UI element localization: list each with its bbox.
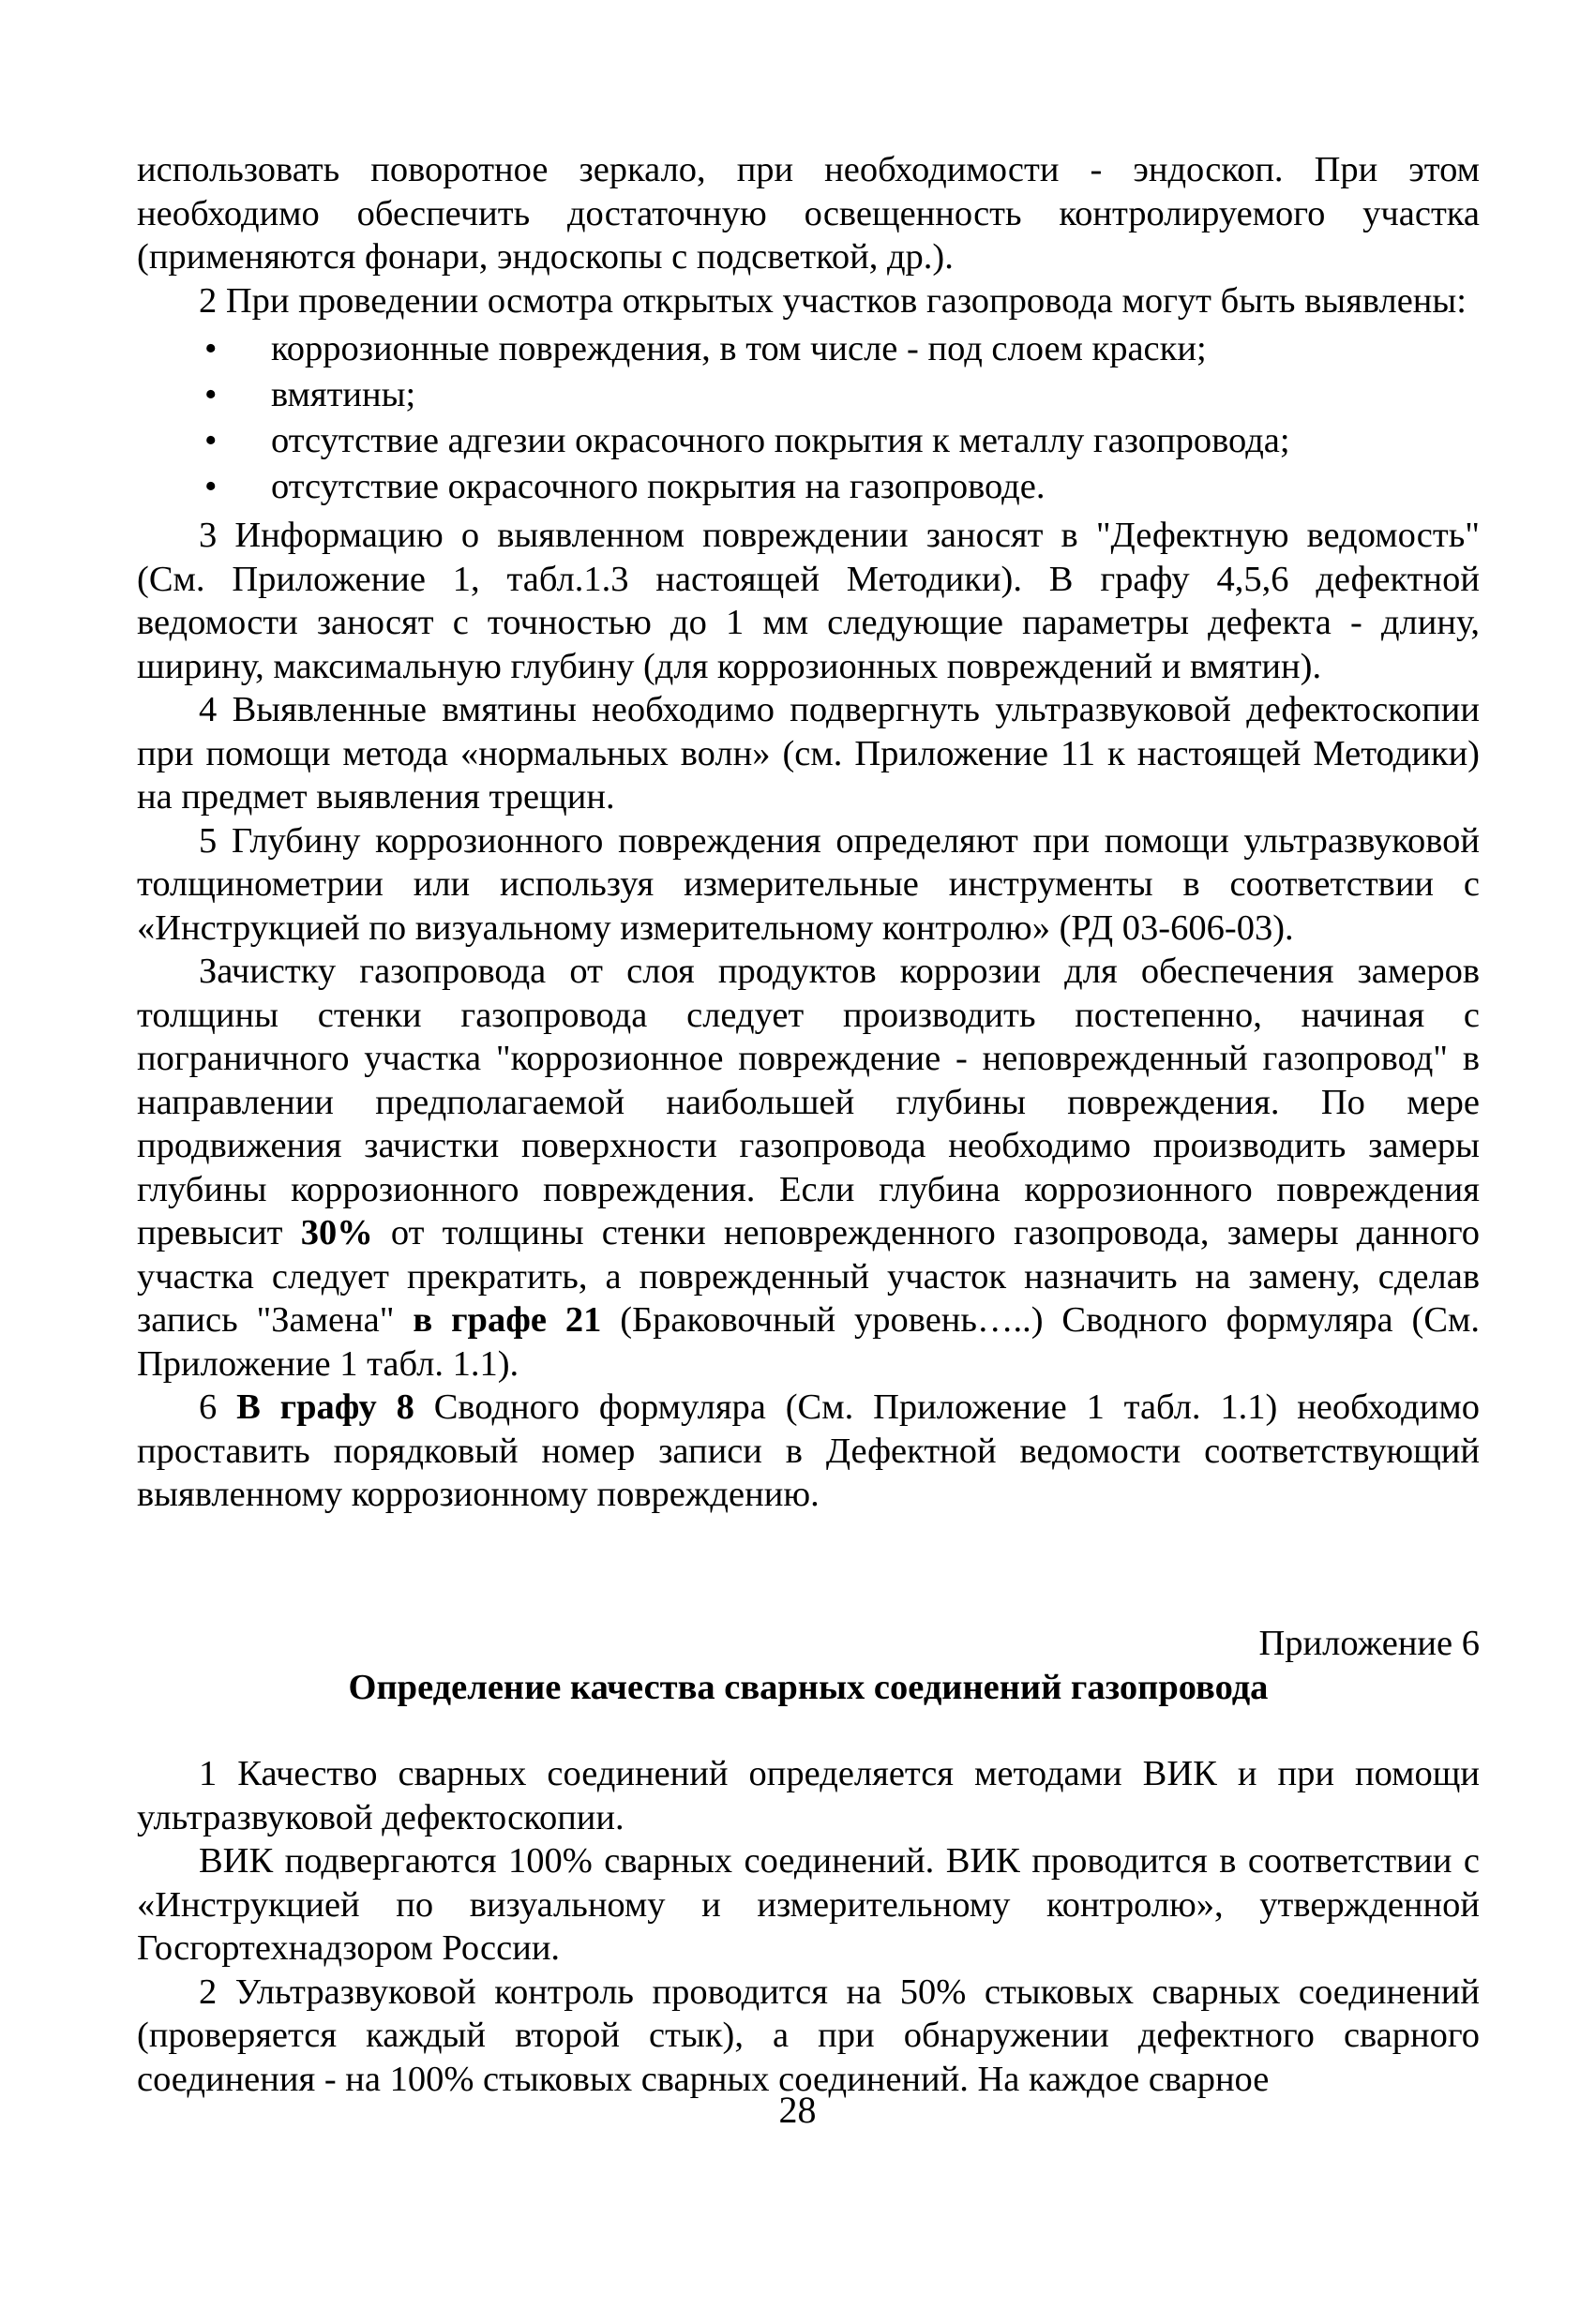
appendix-title-text: Определение качества сварных соединений газопровода [348,1667,1269,1707]
appendix-section [137,1622,1480,2101]
paragraph: 1 Качество сварных соединений определяется методами ВИК и при помощи ультразвуковой дефектоскопии. [137,1754,1480,1837]
bullet-icon: • [204,329,218,368]
bold-text: в графе 21 [413,1300,602,1340]
text: (Браковочный уровень…..) Сводного формуляра (См. Приложение 1 табл. 1.1). [137,1300,1481,1384]
appendix-title [137,1666,1480,1710]
text: Зачистку газопровода от слоя продуктов коррозии для обеспечения замеров толщины стенки газопровода следует производить постепенно, начиная с пограничного участка "коррозионное повреждение - неповрежденный газопровод" в направлении предполагаемой наибольшей глубины повреждения. По мере продвижения зачистки поверхности газопровода необходимо производить замеры глубины коррозионного повреждения. Если глубина коррозионного повреждения превысит [137,952,1480,1252]
list-item-text: коррозионные повреждения, в том числе - под слоем краски; [271,329,1207,368]
paragraph: 3 Информацию о выявленном повреждении заносят в "Дефектную ведомость" (См. Приложение 1, табл.1.3 настоящей Методики). В графу 4,5,6 дефектной ведомости заносят с точностью до 1 мм следующие параметры дефекта - длину, ширину, максимальную глубину (для коррозионных повреждений и вмятин). [137,516,1480,686]
bullet-icon: • [204,375,218,414]
list-item [137,464,1480,510]
paragraph [137,1386,1480,1517]
bullet-icon: • [204,467,218,506]
bullet-icon: • [204,421,218,460]
paragraph: 2 При проведении осмотра открытых участков газопровода могут быть выявлены: [199,280,1467,321]
bold-text: 30% [300,1213,373,1252]
appendix-label: Приложение 6 [1258,1624,1480,1663]
list-item [137,372,1480,418]
list-item-text: отсутствие адгезии окрасочного покрытия к металлу газопровода; [271,421,1290,460]
page-number: 28 [778,2089,817,2131]
list-item [137,418,1480,464]
list-item-text: вмятины; [271,375,416,414]
paragraph [137,950,1480,1386]
text: 6 [199,1387,237,1427]
text: Сводного формуляра (См. Приложение 1 табл. 1.1) необходимо проставить порядковый номер записи в Дефектной ведомости соответствующий выявленному коррозионному повреждению. [137,1387,1480,1514]
paragraph: использовать поворотное зеркало, при необходимости - эндоскоп. При этом необходимо обеспечить достаточную освещенность контролируемого участка (применяются фонари, эндоскопы с подсветкой, др.). [137,150,1480,277]
list-item [137,326,1480,372]
paragraph: 5 Глубину коррозионного повреждения определяют при помощи ультразвуковой толщинометрии или используя измерительные инструменты в соответствии с «Инструкцией по визуальному измерительному контролю» (РД 03-606-03). [137,820,1480,948]
paragraph: 2 Ультразвуковой контроль проводится на 50% стыковых сварных соединений (проверяется каждый второй стык), а при обнаружении дефектного сварного соединения - на 100% стыковых сварных соединений. На каждое сварное [137,1972,1480,2099]
section-body [137,148,1480,1517]
paragraph: 4 Выявленные вмятины необходимо подвергнуть ультразвуковой дефектоскопии при помощи метода «нормальных волн» (см. Приложение 11 к настоящей Методики) на предмет выявления трещин. [137,690,1480,817]
text: от толщины стенки неповрежденного газопровода, замеры данного участка следует прекратить, а поврежденный участок назначить на замену, сделав запись "Замена" [137,1213,1480,1340]
bold-text: В графу 8 [236,1387,414,1427]
defect-list [137,326,1480,510]
list-item-text: отсутствие окрасочного покрытия на газопроводе. [271,467,1046,506]
paragraph: ВИК подвергаются 100% сварных соединений. ВИК проводится в соответствии с «Инструкцией по визуальному и измерительному контролю», утвержденной Госгортехнадзором России. [137,1841,1480,1968]
